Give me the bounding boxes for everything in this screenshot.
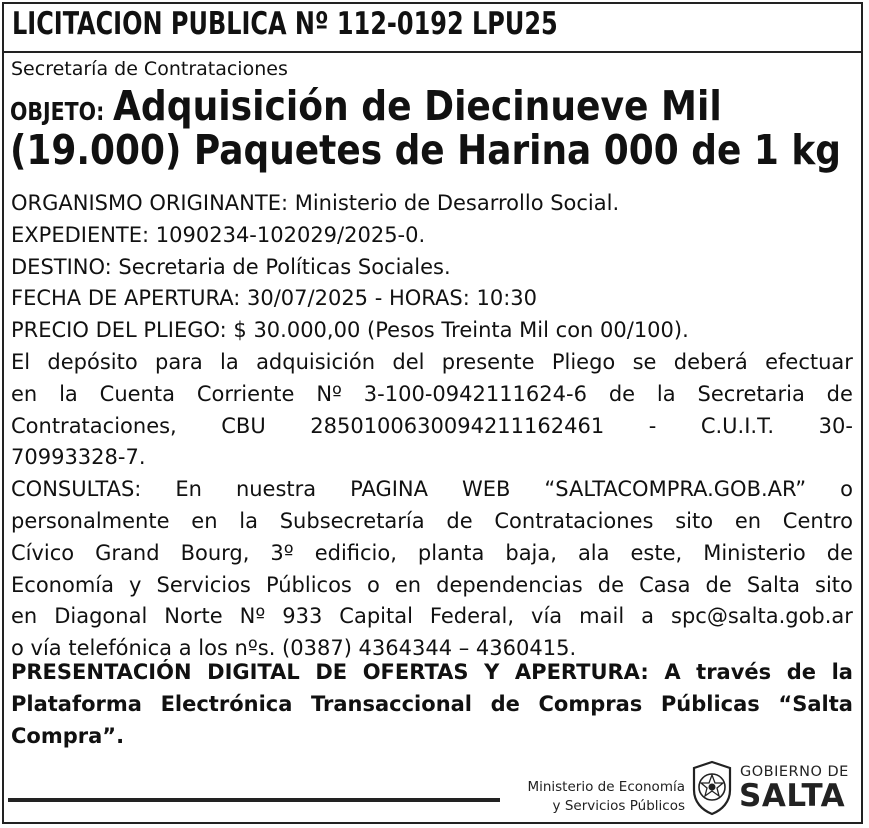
destino-line: DESTINO: Secretaria de Políticas Sociales.: [11, 254, 451, 279]
objeto-text-1: Adquisición de Diecinueve Mil: [112, 82, 722, 130]
footer-rule: [8, 798, 500, 802]
consultas-line: en Diagonal Norte Nº 933 Capital Federal, vía mail a spc@salta.gob.ar: [11, 604, 853, 629]
notice-subtitle: Secretaría de Contrataciones: [11, 58, 288, 80]
presentacion-line: Plataforma Electrónica Transaccional de Compras Públicas “Salta: [11, 691, 853, 716]
fecha-line: FECHA DE APERTURA: 30/07/2025 - HORAS: 10:30: [11, 286, 537, 311]
expediente-line: EXPEDIENTE: 1090234-102029/2025-0.: [11, 222, 426, 247]
deposito-line: Contrataciones, CBU 2850100630094211162461 - C.U.I.T. 30-: [11, 413, 853, 438]
presentacion-line: PRESENTACIÓN DIGITAL DE OFERTAS Y APERTURA: A través de la: [11, 660, 853, 684]
ministry-label: [510, 778, 685, 816]
consultas-line: Cívico Grand Bourg, 3º edificio, planta baja, ala este, Ministerio de: [11, 540, 853, 565]
deposito-line: en la Cuenta Corriente Nº 3-100-0942111624-6 de la Secretaria de: [11, 381, 853, 406]
organismo-line: ORGANISMO ORIGINANTE: Ministerio de Desarrollo Social.: [11, 191, 620, 215]
provincial-seal-icon: [690, 760, 734, 816]
salta-logo-text: SALTA: [739, 778, 846, 814]
deposito-line: El depósito para la adquisición del presente Pliego se deberá efectuar: [11, 349, 853, 374]
consultas-line: o vía telefónica a los nºs. (0387) 4364344 – 4360415.: [11, 636, 577, 661]
title-bar: [2, 2, 863, 53]
consultas-line: personalmente en la Subsecretaría de Contrataciones sito en Centro: [11, 508, 853, 533]
ministry-line-2: y Servicios Públicos: [552, 798, 685, 814]
gobierno-label: GOBIERNO DE: [740, 764, 849, 780]
deposito-paragraph: [11, 347, 853, 474]
objeto-line-2: [10, 128, 869, 181]
presentacion-line: Compra”.: [11, 723, 125, 748]
notice-body: [11, 188, 853, 665]
presentacion-paragraph: [11, 657, 853, 752]
deposito-line: 70993328-7.: [11, 445, 146, 470]
consultas-line: Economía y Servicios Públicos o en dependencias de Casa de Salta sito: [11, 572, 853, 597]
consultas-line: CONSULTAS: En nuestra PAGINA WEB “SALTACOMPRA.GOB.AR” o: [11, 477, 853, 502]
objeto-label: OBJETO:: [10, 97, 105, 126]
notice-title: LICITACION PUBLICA Nº 112-0192 LPU25: [12, 6, 558, 42]
consultas-paragraph: [11, 474, 853, 665]
precio-line: PRECIO DEL PLIEGO: $ 30.000,00 (Pesos Treinta Mil con 00/100).: [11, 318, 689, 343]
ministry-line-1: Ministerio de Economía: [527, 779, 685, 795]
objeto-text-2: (19.000) Paquetes de Harina 000 de 1 kg: [10, 126, 841, 174]
